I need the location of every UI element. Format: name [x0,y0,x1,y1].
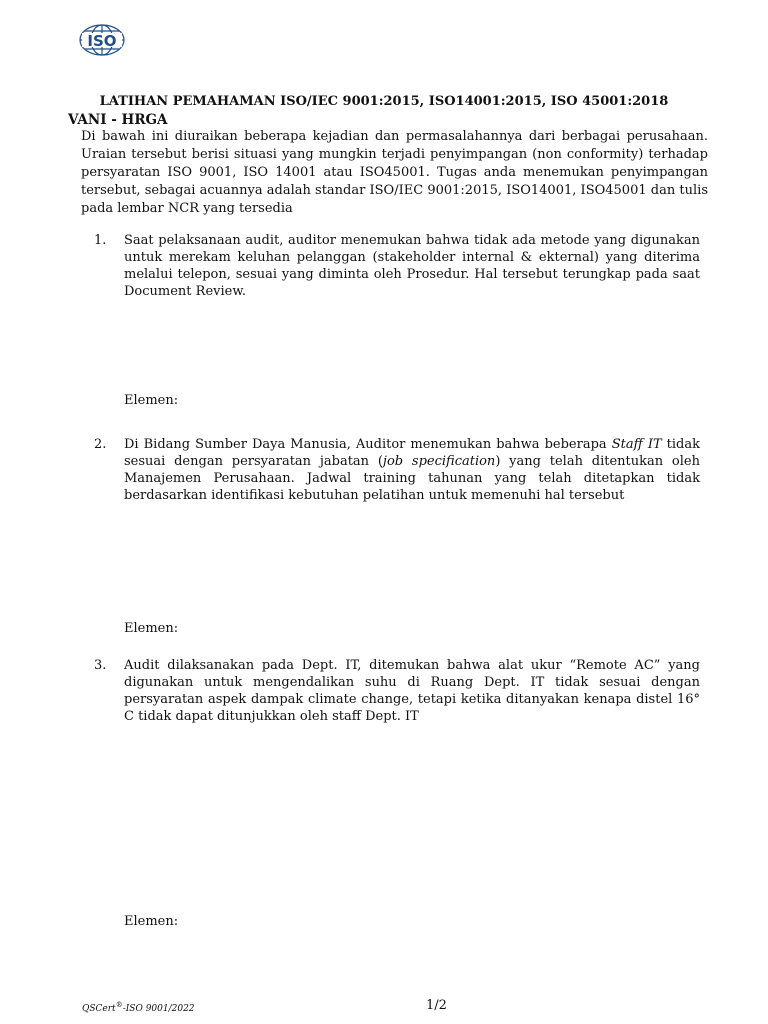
intro-paragraph: Di bawah ini diuraikan beberapa kejadian dan permasalahannya dari berbagai perusahaan. Uraian tersebut berisi situasi yang mungkin terjadi penyimpangan (non conformity) terhadap persyaratan ISO 9001, ISO 14001 atau ISO45001. Tugas anda menemukan penyimpangan tersebut, sebagai acuannya adalah standar ISO/IEC 9001:2015, ISO14001, ISO45001 dan tulis pada lembar NCR yang tersedia [81,129,708,216]
item-number: 1. [94,233,107,248]
elemen-label: Elemen: [124,621,179,636]
iso-logo-text: ISO [87,32,117,50]
page-title: LATIHAN PEMAHAMAN ISO/IEC 9001:2015, ISO14001:2015, ISO 45001:2018 [99,94,669,109]
iso-logo [78,22,126,58]
elemen-label: Elemen: [124,914,179,929]
author-line: VANI - HRGA [68,112,168,128]
item-text: Audit dilaksanakan pada Dept. IT, ditemukan bahwa alat ukur “Remote AC” yang digunakan untuk mengendalikan suhu di Ruang Dept. IT tidak sesuai dengan persyaratan aspek dampak climate change, tetapi ketika ditanyakan kenapa distel 16° C tidak dapat ditunjukkan oleh staff Dept. IT [124,658,700,724]
page-number: 1/2 [426,998,447,1013]
item-text: Di Bidang Sumber Daya Manusia, Auditor menemukan bahwa beberapa Staff IT tidak sesuai dengan persyaratan jabatan (job specification) yang telah ditentukan oleh Manajemen Perusahaan. Jadwal training tahunan yang telah ditetapkan tidak berdasarkan identifikasi kebutuhan pelatihan untuk memenuhi hal tersebut [124,437,700,503]
elemen-label: Elemen: [124,393,179,408]
item-number: 3. [94,658,107,673]
footer-document-code: QSCert®-ISO 9001/2022 [82,1001,195,1014]
item-number: 2. [94,437,107,452]
item-text: Saat pelaksanaan audit, auditor menemukan bahwa tidak ada metode yang digunakan untuk merekam keluhan pelanggan (stakeholder internal & ekternal) yang diterima melalui telepon, sesuai yang diminta oleh Prosedur. Hal tersebut terungkap pada saat Document Review. [124,233,700,299]
